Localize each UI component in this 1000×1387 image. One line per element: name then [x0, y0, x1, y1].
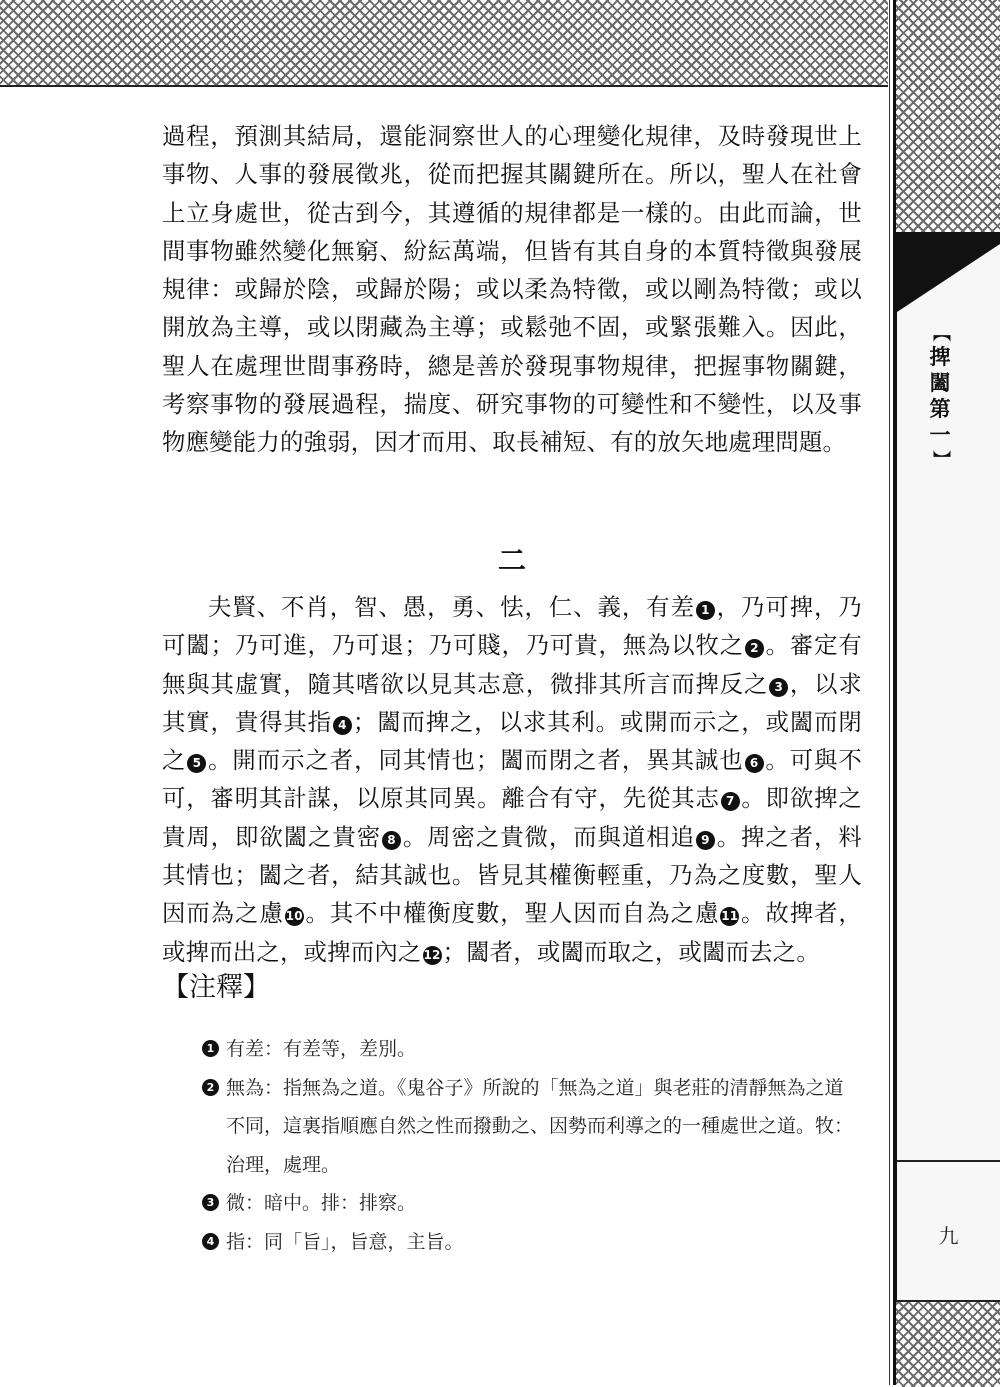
text-segment: 。即欲捭之貴周，即欲闔之貴密 [162, 784, 862, 851]
note-marker: 7 [721, 792, 740, 811]
side-fret-border-top [896, 0, 1000, 232]
note-number: 4 [202, 1233, 219, 1250]
note-text: 有差：有差等，差別。 [226, 1038, 417, 1060]
text-segment: 。可與不可，審明其計謀，以原其同異。離合有守，先從其志 [162, 746, 862, 813]
text-segment: ，乃可捭，乃可闔；乃可進，乃可退；乃可賤，乃可貴，無為以牧之 [162, 593, 862, 660]
note-marker: 4 [333, 716, 352, 735]
running-head-close-bracket: 】 [930, 450, 951, 468]
side-fret-border-bottom [896, 1300, 1000, 1387]
running-head-char: 捭 [929, 344, 951, 369]
note-marker: 1 [696, 601, 715, 620]
page-edge-line-thin [889, 0, 890, 1385]
text-segment: ，以求其實，貴得其指 [162, 669, 862, 736]
running-head [922, 322, 958, 470]
text-segment: 。周密之貴微，而與道相追 [402, 822, 695, 851]
text-segment: ；闔而捭之，以求其利。或開而示之，或闔而閉之 [162, 707, 862, 775]
side-tab-wedge [897, 232, 1000, 312]
note-marker: 12 [423, 946, 442, 965]
text-segment: 夫賢、不肖，智、愚，勇、怯，仁、義，有差 [208, 593, 695, 621]
note-marker: 8 [382, 831, 401, 850]
original-text-paragraph [162, 588, 862, 971]
note-number: 1 [202, 1040, 219, 1057]
note-marker: 5 [187, 754, 206, 773]
note-marker: 9 [696, 831, 715, 850]
text-segment: 。開而示之者，同其情也；闔而閉之者，異其誠也 [207, 746, 744, 775]
note-marker: 10 [285, 907, 304, 926]
running-head-char: 一 [929, 422, 951, 447]
note-text: 指：同「旨」，旨意，主旨。 [226, 1230, 464, 1253]
running-head-char: 闔 [929, 370, 951, 395]
note-number: 2 [202, 1079, 219, 1096]
running-head-open-bracket: 【 [930, 324, 951, 342]
text-segment: ；闔者，或闔而取之，或闔而去之。 [442, 937, 820, 966]
text-segment: 。故捭者，或捭而出之，或捭而內之 [162, 899, 863, 966]
text-segment: 。其不中權衡度數，聖人因而自為之慮 [304, 899, 720, 928]
side-divider [897, 1160, 1000, 1162]
note-marker: 3 [769, 678, 788, 697]
notes-heading: 【注釋】 [162, 972, 270, 1003]
page-number: 九 [938, 1224, 959, 1248]
note-item [202, 1223, 862, 1262]
note-marker: 2 [745, 639, 764, 658]
note-item [202, 1184, 862, 1223]
body-paragraph: 過程，預測其結局，還能洞察世人的心理變化規律，及時發現世上事物、人事的發展徵兆，從而把握其關鍵所在。所以，聖人在社會上立身處世，從古到今，其遵循的規律都是一樣的。由此而論，世間事物雖然變化無窮、紛紜萬端，但皆有其自身的本質特徵與發展規律：或歸於陰，或歸於陽；或以柔為特徵，或以剛為特徵；或以開放為主導，或以閉藏為主導；或鬆弛不固，或緊張難入。因此，聖人在處理世間事務時，總是善於發現事物規律，把握事物關鍵，考察事物的發展過程，揣度、研究事物的可變性和不變性，以及事物應變能力的強弱，因才而用、取長補短、有的放矢地處理問題。 [162, 122, 862, 457]
note-text: 微：暗中。排：排察。 [226, 1192, 417, 1215]
note-number: 3 [202, 1194, 219, 1211]
note-marker: 11 [720, 907, 739, 926]
text-segment: 。審定有無與其虛實，隨其嗜欲以見其志意，微排其所言而捭反之 [162, 631, 862, 698]
note-item [202, 1030, 862, 1069]
section-heading: 二 [497, 544, 526, 577]
notes-list [202, 1030, 862, 1262]
note-text: 無為：指無為之道。《鬼谷子》所說的「無為之道」與老莊的清靜無為之道不同，這裏指順應自然之性而撥動之、因勢而利導之的一種處世之道。牧：治理，處理。 [226, 1076, 854, 1176]
text-segment: 。捭之者，料其情也；闔之者，結其誠也。皆見其權衡輕重，乃為之度數，聖人因而為之慮 [162, 822, 862, 928]
top-fret-border [0, 0, 888, 87]
running-head-char: 第 [929, 396, 951, 421]
note-item [202, 1069, 862, 1185]
note-marker: 6 [745, 754, 764, 773]
